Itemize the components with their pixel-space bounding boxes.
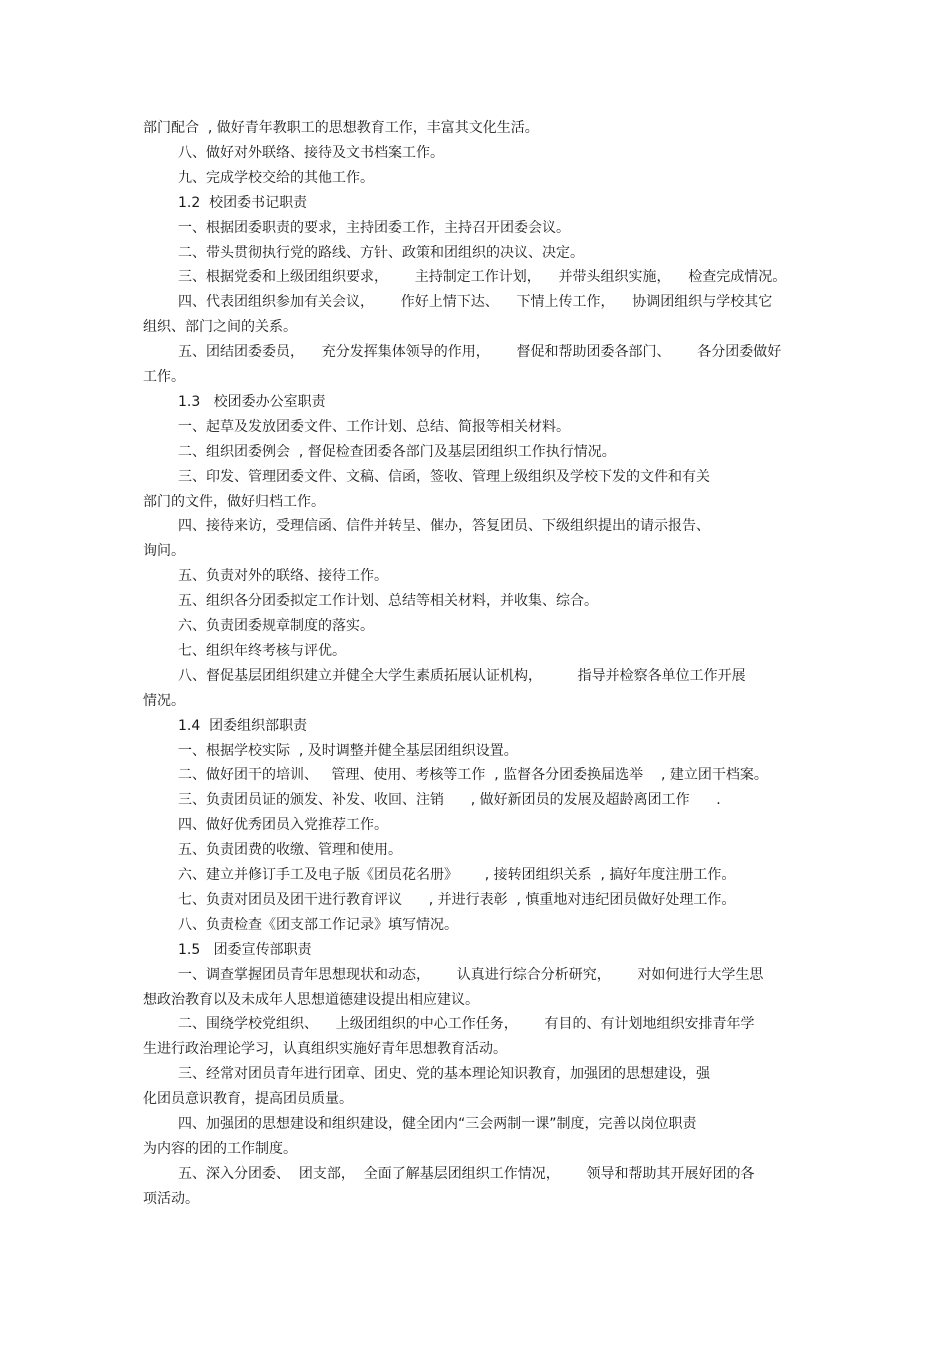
text-line: 一、起草及发放团委文件、工作计划、总结、简报等相关材料。	[178, 418, 570, 435]
text-line: 三、负责团员证的颁发、补发、收回、注销 , 做好新团员的发展及超龄离团工作 .	[178, 792, 721, 809]
text-line: 二、做好团干的培训、 管理、使用、考核等工作 , 监督各分团委换届选举 , 建立团干档案。	[178, 767, 768, 784]
text-line: 五、负责对外的联络、接待工作。	[178, 568, 388, 585]
text-line: 五、深入分团委、 团支部， 全面了解基层团组织工作情况， 领导和帮助其开展好团的各	[178, 1165, 755, 1182]
text-line: 为内容的团的工作制度。	[143, 1140, 297, 1157]
text-line: 想政治教育以及未成年人思想道德建设提出相应建议。	[143, 991, 479, 1008]
text-line: 四、加强团的思想建设和组织建设，健全团内“三会两制一课”制度，完善以岗位职责	[178, 1116, 697, 1132]
text-line: 八、做好对外联络、接待及文书档案工作。	[178, 144, 444, 161]
text-line: 八、负责检查《团支部工作记录》填写情况。	[178, 916, 458, 933]
text-line: 情况。	[143, 692, 185, 709]
text-line: 二、组织团委例会 , 督促检查团委各部门及基层团组织工作执行情况。	[178, 443, 616, 460]
text-line: 一、根据团委职责的要求，主持团委工作，主持召开团委会议。	[178, 219, 570, 236]
text-line: 六、负责团委规章制度的落实。	[178, 618, 374, 634]
text-line: 1.3 校团委办公室职责	[178, 393, 326, 410]
text-line: 一、根据学校实际 , 及时调整并健全基层团组织设置。	[178, 742, 518, 759]
text-line: 三、经常对团员青年进行团章、团史、党的基本理论知识教育，加强团的思想建设，强	[178, 1066, 710, 1083]
text-line: 三、根据党委和上级团组织要求， 主持制定工作计划， 并带头组织实施， 检查完成情况。	[178, 269, 787, 286]
text-line: 四、做好优秀团员入党推荐工作。	[178, 817, 388, 834]
text-line: 工作。	[143, 369, 185, 385]
text-line: 八、督促基层团组织建立并健全大学生素质拓展认证机构， 指导并检察各单位工作开展	[178, 667, 746, 684]
text-line: 五、团结团委委员， 充分发挥集体领导的作用， 督促和帮助团委各部门、 各分团委做好	[178, 344, 782, 361]
text-line: 五、负责团费的收缴、管理和使用。	[178, 842, 402, 859]
text-line: 三、印发、管理团委文件、文稿、信函，签收、管理上级组织及学校下发的文件和有关	[178, 468, 710, 485]
text-line: 二、带头贯彻执行党的路线、方针、政策和团组织的决议、决定。	[178, 244, 584, 261]
text-line: 一、调查掌握团员青年思想现状和动态， 认真进行综合分析研究， 对如何进行大学生思	[178, 966, 764, 983]
text-line: 七、组织年终考核与评优。	[178, 642, 346, 659]
text-line: 九、完成学校交给的其他工作。	[178, 169, 374, 186]
text-line: 二、围绕学校党组织、 上级团组织的中心工作任务， 有目的、有计划地组织安排青年学	[178, 1016, 755, 1033]
text-line: 化团员意识教育，提高团员质量。	[143, 1091, 353, 1108]
text-line: 部门的文件，做好归档工作。	[143, 493, 325, 510]
text-line: 六、建立并修订手工及电子版《团员花名册》 , 接转团组织关系 , 搞好年度注册工作。	[178, 867, 736, 883]
text-line: 生进行政治理论学习，认真组织实施好青年思想教育活动。	[143, 1041, 507, 1058]
text-line: 四、代表团组织参加有关会议， 作好上情下达、 下情上传工作， 协调团组织与学校其它	[178, 294, 773, 311]
text-line: 项活动。	[143, 1190, 199, 1207]
text-line: 1.2 校团委书记职责	[178, 194, 308, 211]
text-line: 五、组织各分团委拟定工作计划、总结等相关材料，并收集、综合。	[178, 593, 598, 610]
text-line: 询问。	[143, 543, 185, 560]
text-line: 组织、部门之间的关系。	[143, 319, 297, 336]
text-line: 四、接待来访，受理信函、信件并转呈、催办，答复团员、下级组织提出的请示报告、	[178, 518, 710, 535]
text-line: 1.4 团委组织部职责	[178, 717, 308, 734]
text-line: 七、负责对团员及团干进行教育评议 , 并进行表彰 , 慎重地对违纪团员做好处理工作。	[178, 891, 736, 908]
text-line: 1.5 团委宣传部职责	[178, 941, 312, 958]
text-line: 部门配合 , 做好青年教职工的思想教育工作，丰富其文化生活。	[143, 120, 539, 136]
